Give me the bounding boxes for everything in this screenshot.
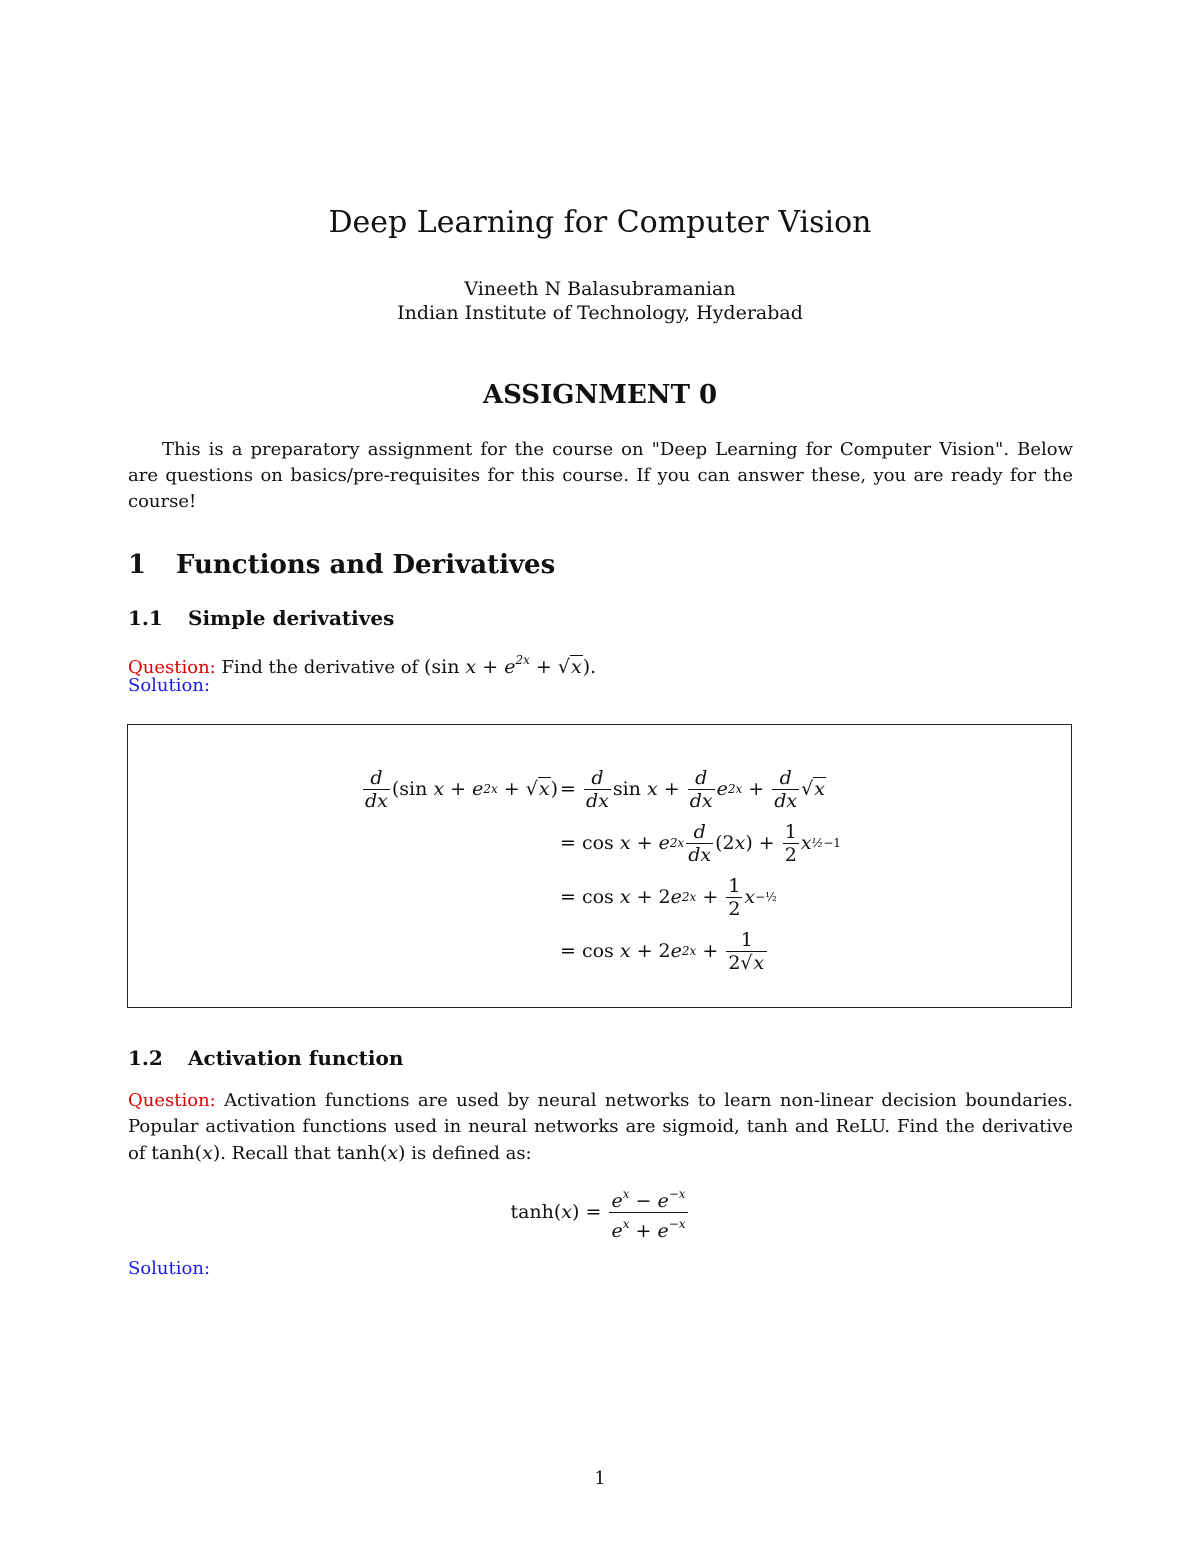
question-text-part-1: Activation functions are used by neural networks to learn non-linear decision boundaries. Popular activation functions used in neural networks are sigmoid, tanh and ReLU. Find the derivative of bbox=[128, 1090, 1073, 1164]
author-name: Vineeth N Balasubramanian bbox=[464, 278, 736, 300]
intro-paragraph: This is a preparatory assignment for the course on "Deep Learning for Computer Vision". Below are questions on basics/pre-requisites for this course. If you can answer these, you are ready for the course! bbox=[128, 439, 1073, 512]
document-title: Deep Learning for Computer Vision bbox=[328, 205, 872, 240]
equation-line-3: = cos x + 2 e 2x + $\frac{1}{2}$ x −½ bbox=[560, 874, 777, 920]
question-label: Question: bbox=[128, 1090, 216, 1111]
subsection-number: 1.2 bbox=[128, 1046, 163, 1070]
subsection-number: 1.1 bbox=[128, 606, 163, 630]
subsection-heading-2 bbox=[128, 1046, 403, 1070]
question-expression: (sin $x + e^{2x} + √x$). bbox=[423, 653, 597, 678]
section-heading bbox=[128, 550, 555, 580]
author-affiliation: Indian Institute of Technology, Hyderabad bbox=[397, 302, 803, 324]
assignment-heading: ASSIGNMENT 0 bbox=[482, 380, 718, 410]
solution-label: Solution: bbox=[128, 1258, 211, 1279]
question-text: Find the derivative of bbox=[221, 657, 419, 678]
question-label: Question: bbox=[128, 657, 216, 678]
section-number: 1 bbox=[128, 550, 147, 580]
subsection-heading-1 bbox=[128, 606, 394, 630]
question-2: Question: Activation functions are used by neural networks to learn non-linear decision boundaries. Popular activation functions used in neural networks are sigmoid, tanh and ReLU. Find the derivative of tanh(x). Recall that tanh(x) is defined as: bbox=[128, 1090, 1073, 1164]
subsection-title: Activation function bbox=[188, 1046, 404, 1070]
equation-line-2: = cos x + e 2x $\frac{d}{dx}$ (2 x ) + $\frac{1}{2}$ x ½−1 bbox=[560, 820, 841, 866]
solution-box bbox=[127, 724, 1072, 1008]
solution-1-label-line bbox=[128, 673, 1073, 699]
solution-2-label-line bbox=[128, 1256, 1073, 1282]
page-number: 1 bbox=[594, 1468, 606, 1489]
equation-line-1: $\frac{d}{dx}$ (sin x + e 2x + √x ) = $\frac{d}{dx}$ sin x + $\frac{d}{dx}$ e 2x + $\frac{d}{dx}$ √x bbox=[364, 766, 825, 812]
solution-label: Solution: bbox=[128, 675, 211, 696]
section-title: Functions and Derivatives bbox=[176, 550, 556, 580]
question-text-part-3: is defined as: bbox=[411, 1143, 532, 1164]
subsection-title: Simple derivatives bbox=[188, 606, 395, 630]
equation-line-4: = cos x + 2 e 2x + $\frac{1}{2√x}$ bbox=[128, 925, 1073, 977]
tanh-definition-equation: tanh( x ) = $\frac{e^x - e^{-x}}{e^x + e^{-x}}$ bbox=[510, 1186, 686, 1242]
question-text-part-2: . Recall that bbox=[220, 1143, 331, 1164]
